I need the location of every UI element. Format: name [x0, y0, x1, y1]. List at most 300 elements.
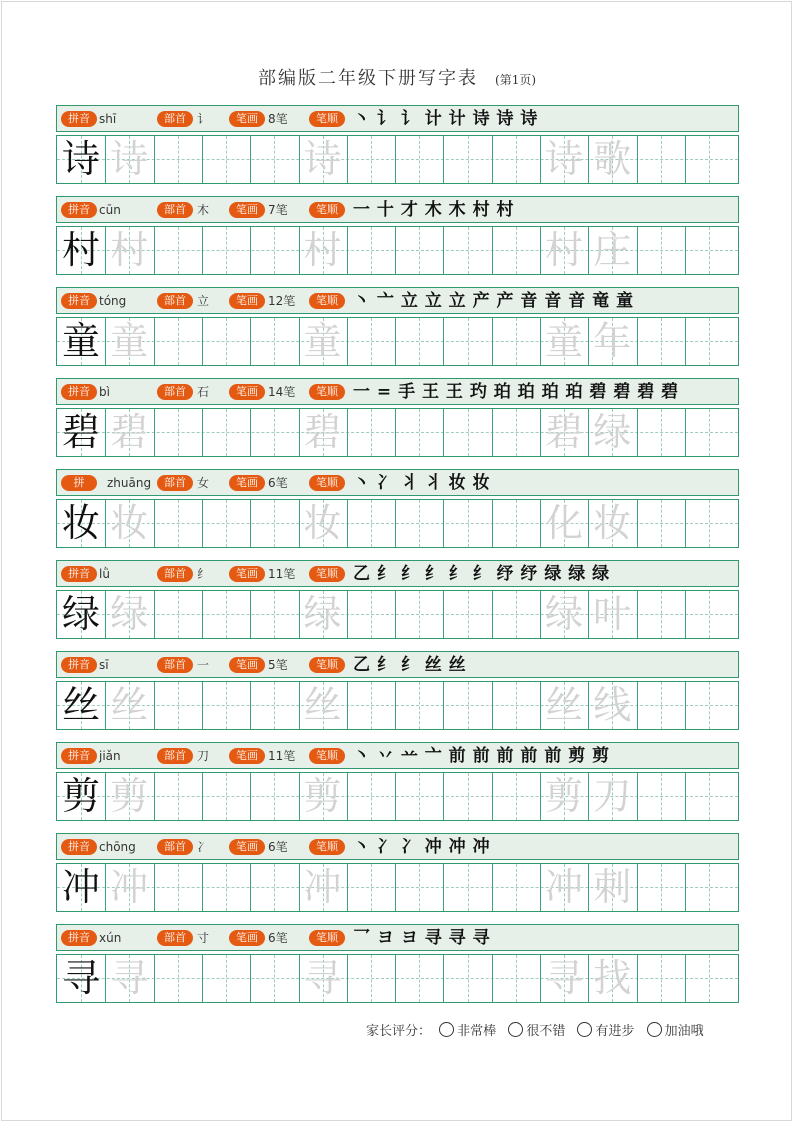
- writing-grid[interactable]: [56, 226, 739, 275]
- grid-center-line: [226, 773, 227, 820]
- grid-center-line: [661, 409, 662, 456]
- grid-center-line: [178, 955, 179, 1002]
- grid-center-line: [709, 955, 710, 1002]
- model-character: 童: [61, 319, 100, 363]
- grid-center-line: [226, 591, 227, 638]
- grid-divider: [250, 136, 251, 183]
- grid-divider: [685, 591, 686, 638]
- grid-divider: [443, 955, 444, 1002]
- radical-badge: 部首: [157, 930, 193, 946]
- grid-divider: [492, 136, 493, 183]
- pinyin-value: chōng: [99, 840, 136, 854]
- grid-center-line: [274, 773, 275, 820]
- strokes-value: 6笔: [268, 476, 288, 490]
- grid-divider: [347, 682, 348, 729]
- pinyin-value: cūn: [99, 203, 121, 217]
- grid-center-line: [178, 136, 179, 183]
- grid-divider: [637, 682, 638, 729]
- model-character: 妆: [61, 501, 100, 545]
- character-header: [56, 469, 739, 496]
- grid-center-line: [178, 591, 179, 638]
- grid-divider: [443, 318, 444, 365]
- grid-center-line: [226, 682, 227, 729]
- model-character: 村: [61, 228, 100, 272]
- order-badge: 笔顺: [309, 748, 345, 764]
- stroke-order: 乙 纟 纟 纟 纟 纟 纾 纾 绿 绿 绿: [353, 564, 610, 584]
- grid-divider: [637, 864, 638, 911]
- grid-center-line: [274, 318, 275, 365]
- order-badge: 笔顺: [309, 475, 345, 491]
- writing-grid[interactable]: [56, 135, 739, 184]
- grid-divider: [637, 409, 638, 456]
- radical-badge: 部首: [157, 566, 193, 582]
- grid-center-line: [516, 864, 517, 911]
- trace-character: 村: [110, 228, 149, 272]
- radical-value: 石: [197, 385, 210, 399]
- grid-divider: [154, 136, 155, 183]
- grid-divider: [395, 773, 396, 820]
- grid-divider: [347, 591, 348, 638]
- writing-grid[interactable]: [56, 681, 739, 730]
- grid-divider: [637, 955, 638, 1002]
- trace-character: 寻: [303, 956, 342, 1000]
- grid-center-line: [419, 864, 420, 911]
- grid-center-line: [661, 318, 662, 365]
- strokes-badge: 笔画: [229, 293, 265, 309]
- word-trace-character: 庄: [593, 228, 632, 272]
- radical-value: 纟: [197, 567, 210, 581]
- grid-center-line: [709, 864, 710, 911]
- grid-center-line: [516, 136, 517, 183]
- writing-grid[interactable]: [56, 863, 739, 912]
- grid-center-line: [661, 864, 662, 911]
- radio-circle-icon[interactable]: [647, 1022, 662, 1037]
- character-block: [56, 378, 739, 457]
- strokes-badge: 笔画: [229, 566, 265, 582]
- stroke-order: 乙 纟 纟 丝 丝: [353, 655, 467, 675]
- grid-divider: [250, 955, 251, 1002]
- grid-divider: [202, 227, 203, 274]
- grid-center-line: [661, 227, 662, 274]
- model-character: 碧: [61, 410, 100, 454]
- character-block: [56, 560, 739, 639]
- order-badge: 笔顺: [309, 202, 345, 218]
- grid-divider: [637, 500, 638, 547]
- grid-divider: [154, 864, 155, 911]
- pinyin-badge: 拼音: [61, 384, 97, 400]
- grid-divider: [637, 136, 638, 183]
- grid-divider: [443, 864, 444, 911]
- grid-divider: [443, 227, 444, 274]
- trace-character: 剪: [110, 774, 149, 818]
- grid-divider: [395, 500, 396, 547]
- grid-center-line: [371, 136, 372, 183]
- grid-divider: [492, 500, 493, 547]
- word-trace-character: 化: [544, 501, 583, 545]
- order-badge: 笔顺: [309, 566, 345, 582]
- grid-center-line: [419, 500, 420, 547]
- grid-center-line: [274, 864, 275, 911]
- trace-character: 妆: [303, 501, 342, 545]
- grid-center-line: [661, 500, 662, 547]
- order-badge: 笔顺: [309, 657, 345, 673]
- grid-center-line: [274, 591, 275, 638]
- order-badge: 笔顺: [309, 839, 345, 855]
- grid-divider: [347, 318, 348, 365]
- grid-divider: [202, 409, 203, 456]
- rating-option-2[interactable]: [508, 1020, 565, 1039]
- character-header: [56, 378, 739, 405]
- grid-center-line: [516, 591, 517, 638]
- grid-center-line: [709, 500, 710, 547]
- grid-divider: [637, 227, 638, 274]
- writing-grid[interactable]: [56, 772, 739, 821]
- pinyin-value: jiǎn: [99, 749, 121, 763]
- rating-option-label: 很不错: [526, 1024, 566, 1039]
- word-trace-character: 绿: [593, 410, 632, 454]
- pinyin-value: zhuāng: [107, 476, 152, 490]
- trace-character: 妆: [110, 501, 149, 545]
- grid-divider: [685, 318, 686, 365]
- grid-divider: [685, 227, 686, 274]
- pinyin-badge: 拼音: [61, 293, 97, 309]
- rating-option-label: 有进步: [595, 1024, 635, 1039]
- grid-center-line: [516, 318, 517, 365]
- strokes-value: 11笔: [268, 749, 296, 763]
- grid-center-line: [226, 136, 227, 183]
- grid-center-line: [419, 591, 420, 638]
- word-trace-character: 碧: [544, 410, 583, 454]
- grid-center-line: [468, 773, 469, 820]
- radical-value: 冫: [197, 840, 210, 854]
- radical-value: 立: [197, 294, 210, 308]
- grid-divider: [395, 864, 396, 911]
- trace-character: 碧: [110, 410, 149, 454]
- writing-grid[interactable]: [56, 408, 739, 457]
- pinyin-value: xún: [99, 931, 122, 945]
- grid-center-line: [178, 318, 179, 365]
- grid-center-line: [178, 682, 179, 729]
- word-trace-character: 妆: [593, 501, 632, 545]
- stroke-order: 乛 ヨ ヨ 寻 寻 寻: [353, 928, 491, 948]
- grid-center-line: [274, 500, 275, 547]
- grid-center-line: [178, 864, 179, 911]
- word-trace-character: 寻: [544, 956, 583, 1000]
- grid-divider: [685, 773, 686, 820]
- radical-badge: 部首: [157, 475, 193, 491]
- grid-center-line: [371, 500, 372, 547]
- grid-divider: [443, 500, 444, 547]
- grid-divider: [492, 864, 493, 911]
- grid-center-line: [661, 773, 662, 820]
- grid-divider: [492, 409, 493, 456]
- radical-value: 女: [197, 476, 210, 490]
- character-header: [56, 287, 739, 314]
- strokes-badge: 笔画: [229, 839, 265, 855]
- grid-divider: [443, 591, 444, 638]
- strokes-badge: 笔画: [229, 475, 265, 491]
- grid-divider: [250, 864, 251, 911]
- trace-character: 诗: [303, 137, 342, 181]
- grid-divider: [637, 591, 638, 638]
- grid-divider: [443, 136, 444, 183]
- trace-character: 丝: [303, 683, 342, 727]
- pinyin-value: lǜ: [99, 567, 110, 581]
- grid-center-line: [419, 136, 420, 183]
- radio-circle-icon[interactable]: [508, 1022, 523, 1037]
- rating-option-label: 加油哦: [664, 1024, 704, 1039]
- grid-center-line: [709, 409, 710, 456]
- pinyin-badge: 拼音: [61, 839, 97, 855]
- word-trace-character: 线: [593, 683, 632, 727]
- grid-divider: [347, 500, 348, 547]
- grid-divider: [347, 955, 348, 1002]
- radical-value: 寸: [197, 931, 210, 945]
- strokes-value: 5笔: [268, 658, 288, 672]
- grid-center-line: [178, 227, 179, 274]
- stroke-order: 丶 亠 立 立 立 产 产 音 音 音 竜 童: [353, 291, 634, 311]
- model-character: 寻: [61, 956, 100, 1000]
- grid-center-line: [371, 773, 372, 820]
- grid-divider: [250, 773, 251, 820]
- word-trace-character: 叶: [593, 592, 632, 636]
- writing-grid[interactable]: [56, 590, 739, 639]
- rating-option-1[interactable]: [439, 1020, 496, 1039]
- radical-badge: 部首: [157, 657, 193, 673]
- grid-center-line: [516, 682, 517, 729]
- grid-center-line: [709, 682, 710, 729]
- grid-center-line: [274, 409, 275, 456]
- grid-center-line: [468, 409, 469, 456]
- writing-grid[interactable]: [56, 499, 739, 548]
- character-block: [56, 287, 739, 366]
- grid-divider: [347, 227, 348, 274]
- strokes-value: 7笔: [268, 203, 288, 217]
- grid-center-line: [226, 955, 227, 1002]
- grid-center-line: [709, 136, 710, 183]
- grid-divider: [250, 227, 251, 274]
- strokes-value: 14笔: [268, 385, 296, 399]
- grid-center-line: [516, 773, 517, 820]
- strokes-value: 6笔: [268, 931, 288, 945]
- grid-divider: [347, 136, 348, 183]
- model-character: 诗: [61, 137, 100, 181]
- grid-divider: [154, 500, 155, 547]
- grid-center-line: [226, 500, 227, 547]
- word-trace-character: 剪: [544, 774, 583, 818]
- grid-center-line: [709, 227, 710, 274]
- grid-divider: [154, 227, 155, 274]
- grid-center-line: [274, 682, 275, 729]
- grid-center-line: [419, 773, 420, 820]
- pinyin-badge: 拼音: [61, 202, 97, 218]
- order-badge: 笔顺: [309, 293, 345, 309]
- trace-character: 童: [110, 319, 149, 363]
- grid-center-line: [419, 409, 420, 456]
- grid-divider: [685, 500, 686, 547]
- grid-divider: [250, 591, 251, 638]
- grid-divider: [395, 591, 396, 638]
- pinyin-value: sī: [99, 658, 109, 672]
- trace-character: 剪: [303, 774, 342, 818]
- grid-divider: [395, 318, 396, 365]
- grid-center-line: [274, 955, 275, 1002]
- word-trace-character: 刀: [593, 774, 632, 818]
- order-badge: 笔顺: [309, 930, 345, 946]
- grid-center-line: [468, 955, 469, 1002]
- character-block: [56, 196, 739, 275]
- radical-value: 刀: [197, 749, 210, 763]
- grid-divider: [685, 955, 686, 1002]
- character-block: [56, 742, 739, 821]
- title-area: [0, 64, 794, 90]
- pinyin-badge: 拼音: [61, 566, 97, 582]
- rating-label: 家长评分：: [366, 1024, 432, 1039]
- radical-value: 木: [197, 203, 210, 217]
- trace-character: 村: [303, 228, 342, 272]
- trace-character: 童: [303, 319, 342, 363]
- word-trace-character: 冲: [544, 865, 583, 909]
- order-badge: 笔顺: [309, 384, 345, 400]
- grid-center-line: [371, 682, 372, 729]
- strokes-value: 12笔: [268, 294, 296, 308]
- grid-center-line: [468, 318, 469, 365]
- character-header: [56, 105, 739, 132]
- stroke-order: 一 = 手 王 王 玓 珀 珀 珀 珀 碧 碧 碧 碧: [353, 382, 679, 402]
- radical-badge: 部首: [157, 111, 193, 127]
- word-trace-character: 刺: [593, 865, 632, 909]
- grid-divider: [685, 136, 686, 183]
- grid-center-line: [226, 864, 227, 911]
- grid-center-line: [371, 864, 372, 911]
- grid-center-line: [371, 955, 372, 1002]
- writing-grid[interactable]: [56, 317, 739, 366]
- rating-option-4[interactable]: [647, 1020, 704, 1039]
- word-trace-character: 童: [544, 319, 583, 363]
- grid-divider: [202, 682, 203, 729]
- strokes-badge: 笔画: [229, 748, 265, 764]
- radio-circle-icon[interactable]: [577, 1022, 592, 1037]
- model-character: 丝: [61, 683, 100, 727]
- stroke-order: 丶 丷 䒑 亠 前 前 前 前 前 剪 剪: [353, 746, 610, 766]
- word-trace-character: 歌: [593, 137, 632, 181]
- grid-center-line: [226, 227, 227, 274]
- grid-divider: [154, 955, 155, 1002]
- grid-divider: [347, 773, 348, 820]
- strokes-value: 6笔: [268, 840, 288, 854]
- model-character: 剪: [61, 774, 100, 818]
- grid-center-line: [661, 955, 662, 1002]
- pinyin-badge: 拼音: [61, 930, 97, 946]
- grid-center-line: [371, 318, 372, 365]
- radio-circle-icon[interactable]: [439, 1022, 454, 1037]
- word-trace-character: 村: [544, 228, 583, 272]
- grid-divider: [154, 773, 155, 820]
- grid-divider: [202, 955, 203, 1002]
- stroke-order: 丶 冫 丬 丬 妆 妆: [353, 473, 491, 493]
- trace-character: 丝: [110, 683, 149, 727]
- radical-badge: 部首: [157, 748, 193, 764]
- grid-center-line: [419, 955, 420, 1002]
- character-header: [56, 833, 739, 860]
- grid-divider: [637, 318, 638, 365]
- trace-character: 冲: [303, 865, 342, 909]
- character-header: [56, 196, 739, 223]
- grid-center-line: [371, 591, 372, 638]
- character-header: [56, 560, 739, 587]
- stroke-order: 丶 冫 冫 冲 冲 冲: [353, 837, 491, 857]
- grid-divider: [492, 318, 493, 365]
- grid-divider: [250, 500, 251, 547]
- grid-center-line: [178, 409, 179, 456]
- grid-center-line: [709, 318, 710, 365]
- grid-center-line: [226, 318, 227, 365]
- grid-divider: [492, 773, 493, 820]
- grid-center-line: [274, 227, 275, 274]
- grid-center-line: [468, 227, 469, 274]
- strokes-badge: 笔画: [229, 202, 265, 218]
- grid-center-line: [468, 591, 469, 638]
- rating-option-3[interactable]: [577, 1020, 634, 1039]
- grid-divider: [202, 864, 203, 911]
- pinyin-value: tóng: [99, 294, 127, 308]
- trace-character: 诗: [110, 137, 149, 181]
- grid-divider: [202, 773, 203, 820]
- grid-center-line: [468, 500, 469, 547]
- writing-grid[interactable]: [56, 954, 739, 1003]
- grid-center-line: [419, 318, 420, 365]
- radical-badge: 部首: [157, 384, 193, 400]
- grid-center-line: [661, 682, 662, 729]
- trace-character: 绿: [303, 592, 342, 636]
- grid-divider: [250, 409, 251, 456]
- grid-center-line: [419, 682, 420, 729]
- strokes-badge: 笔画: [229, 657, 265, 673]
- grid-center-line: [274, 136, 275, 183]
- grid-divider: [443, 409, 444, 456]
- grid-divider: [492, 591, 493, 638]
- grid-center-line: [661, 136, 662, 183]
- radical-value: 讠: [197, 112, 210, 126]
- character-block: [56, 469, 739, 548]
- trace-character: 碧: [303, 410, 342, 454]
- grid-divider: [395, 955, 396, 1002]
- grid-divider: [637, 773, 638, 820]
- pinyin-value: bì: [99, 385, 110, 399]
- rating-option-label: 非常棒: [457, 1024, 497, 1039]
- grid-divider: [250, 682, 251, 729]
- radical-value: 一: [197, 658, 210, 672]
- grid-center-line: [516, 409, 517, 456]
- grid-divider: [395, 227, 396, 274]
- grid-divider: [202, 500, 203, 547]
- grid-divider: [154, 591, 155, 638]
- stroke-order: 丶 讠 讠 计 计 诗 诗 诗: [353, 109, 538, 129]
- grid-divider: [492, 955, 493, 1002]
- strokes-badge: 笔画: [229, 384, 265, 400]
- stroke-order: 一 十 才 木 木 村 村: [353, 200, 515, 220]
- model-character: 冲: [61, 865, 100, 909]
- word-trace-character: 丝: [544, 683, 583, 727]
- grid-divider: [395, 136, 396, 183]
- trace-character: 冲: [110, 865, 149, 909]
- strokes-badge: 笔画: [229, 930, 265, 946]
- model-character: 绿: [61, 592, 100, 636]
- character-block: [56, 924, 739, 1003]
- grid-divider: [202, 591, 203, 638]
- character-header: [56, 742, 739, 769]
- grid-divider: [685, 864, 686, 911]
